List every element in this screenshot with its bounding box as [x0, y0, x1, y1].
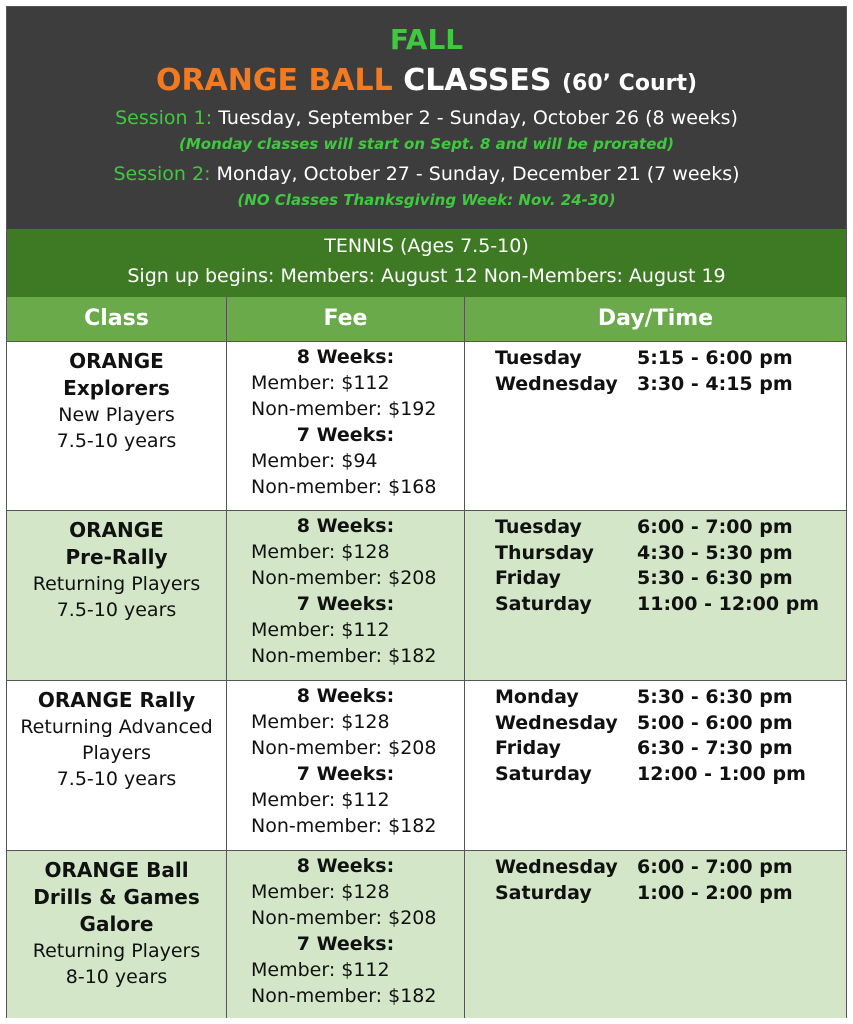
schedule-day: Saturday [495, 762, 592, 785]
tennis-ages: TENNIS (Ages 7.5-10) [324, 235, 529, 257]
fee-weeks: 7 Weeks: [296, 424, 395, 446]
fee-nonmember: Non-member: $208 [251, 737, 437, 759]
daytime-cell [465, 511, 846, 680]
schedule-day: Friday [495, 567, 561, 589]
fee-member: Member: $112 [251, 372, 390, 394]
schedule-time: 4:30 - 5:30 pm [637, 541, 793, 564]
class-description: 7.5-10 years [56, 430, 177, 452]
fee-member: Member: $112 [251, 959, 390, 981]
session-2-dates: Monday, October 27 - Sunday, December 21 (7 weeks) [216, 163, 740, 185]
signup-dates: Sign up begins: Members: August 12 Non-Members: August 19 [127, 265, 726, 287]
fee-weeks: 7 Weeks: [296, 933, 395, 955]
schedule-line [465, 541, 846, 567]
schedule-time: 5:30 - 6:30 pm [637, 686, 793, 708]
fee-member: Member: $94 [251, 450, 378, 472]
fee-weeks: 8 Weeks: [296, 515, 395, 537]
schedule-line [465, 592, 846, 618]
daytime-cell [465, 851, 846, 1018]
class-cell [7, 681, 227, 850]
fee-nonmember: Non-member: $192 [251, 398, 437, 420]
class-cell [7, 511, 227, 680]
tennis-band [7, 229, 846, 297]
class-name: ORANGE [69, 349, 164, 373]
class-description: Returning Advanced [20, 716, 213, 738]
fee-nonmember: Non-member: $208 [251, 567, 437, 589]
schedule-day: Tuesday [495, 347, 582, 369]
schedule-line [465, 881, 846, 907]
class-name: Explorers [63, 376, 170, 400]
session-1-note: (Monday classes will start on Sept. 8 and will be prorated) [179, 135, 674, 153]
class-name: ORANGE Ball [44, 858, 189, 882]
class-name: ORANGE Rally [37, 688, 196, 712]
fee-nonmember: Non-member: $182 [251, 985, 437, 1007]
fee-weeks: 8 Weeks: [296, 685, 395, 707]
schedule-time: 5:15 - 6:00 pm [637, 347, 793, 369]
schedule-flyer [6, 6, 847, 1018]
fee-cell [227, 681, 465, 850]
schedule-time: 3:30 - 4:15 pm [637, 372, 793, 395]
column-header-daytime: Day/Time [465, 297, 846, 341]
class-name: Pre-Rally [65, 545, 168, 569]
schedule-time: 5:00 - 6:00 pm [637, 711, 793, 734]
session-1-dates: Tuesday, September 2 - Sunday, October 26 (8 weeks) [218, 107, 738, 129]
fee-weeks: 8 Weeks: [296, 855, 395, 877]
title-court: (60’ Court) [562, 71, 698, 96]
class-cell [7, 851, 227, 1018]
session-2-label: Session 2: [113, 163, 211, 185]
table-row [7, 680, 846, 850]
schedule-day: Wednesday [495, 372, 618, 395]
column-header-fee: Fee [227, 297, 465, 341]
fee-member: Member: $128 [251, 541, 390, 563]
class-name: Galore [79, 912, 154, 936]
daytime-cell [465, 681, 846, 850]
fee-member: Member: $128 [251, 711, 390, 733]
title-orange-ball: ORANGE BALL [155, 63, 393, 98]
classes-title [7, 63, 846, 98]
fee-cell [227, 342, 465, 510]
schedule-time: 6:00 - 7:00 pm [637, 516, 793, 538]
table-row [7, 341, 846, 510]
header-panel [7, 7, 846, 229]
session-1-label: Session 1: [115, 107, 213, 129]
session-2-note: (NO Classes Thanksgiving Week: Nov. 24-30) [237, 191, 616, 209]
fee-weeks: 7 Weeks: [296, 593, 395, 615]
schedule-line [465, 685, 846, 711]
schedule-line [465, 566, 846, 592]
fee-member: Member: $128 [251, 881, 390, 903]
fee-weeks: 8 Weeks: [296, 346, 395, 368]
schedule-line [465, 762, 846, 788]
schedule-time: 6:30 - 7:30 pm [637, 737, 793, 759]
fee-cell [227, 851, 465, 1018]
table-row [7, 510, 846, 680]
schedule-line [465, 346, 846, 372]
fee-member: Member: $112 [251, 789, 390, 811]
schedule-line [465, 711, 846, 737]
season-heading: FALL [389, 23, 464, 56]
fee-nonmember: Non-member: $182 [251, 645, 437, 667]
fee-nonmember: Non-member: $182 [251, 815, 437, 837]
schedule-time: 5:30 - 6:30 pm [637, 567, 793, 589]
title-classes: CLASSES [403, 63, 552, 98]
class-cell [7, 342, 227, 510]
class-name: Drills & Games [33, 885, 200, 909]
schedule-day: Monday [495, 686, 579, 708]
session-2 [7, 163, 846, 185]
class-description: New Players [58, 404, 175, 426]
table-row [7, 850, 846, 1018]
session-1 [7, 107, 846, 129]
fee-nonmember: Non-member: $168 [251, 476, 437, 498]
class-description: 8-10 years [65, 966, 168, 988]
schedule-time: 12:00 - 1:00 pm [637, 762, 806, 785]
class-description: 7.5-10 years [56, 768, 177, 790]
schedule-day: Friday [495, 737, 561, 759]
schedule-line [465, 855, 846, 881]
schedule-time: 11:00 - 12:00 pm [637, 592, 820, 615]
class-description: 7.5-10 years [56, 599, 177, 621]
fee-cell [227, 511, 465, 680]
schedule-day: Saturday [495, 592, 592, 615]
class-description: Players [81, 742, 152, 764]
fee-member: Member: $112 [251, 619, 390, 641]
class-description: Returning Players [32, 940, 201, 962]
schedule-day: Tuesday [495, 516, 582, 538]
schedule-day: Wednesday [495, 856, 618, 878]
column-header-class: Class [7, 297, 227, 341]
schedule-line [465, 515, 846, 541]
fee-nonmember: Non-member: $208 [251, 907, 437, 929]
schedule-day: Saturday [495, 881, 592, 904]
schedule-day: Wednesday [495, 711, 618, 734]
schedule-time: 1:00 - 2:00 pm [637, 881, 793, 904]
class-name: ORANGE [69, 518, 164, 542]
schedule-line [465, 736, 846, 762]
daytime-cell [465, 342, 846, 510]
fee-weeks: 7 Weeks: [296, 763, 395, 785]
schedule-time: 6:00 - 7:00 pm [637, 856, 793, 878]
class-description: Returning Players [32, 573, 201, 595]
schedule-line [465, 372, 846, 398]
schedule-day: Thursday [495, 541, 594, 564]
